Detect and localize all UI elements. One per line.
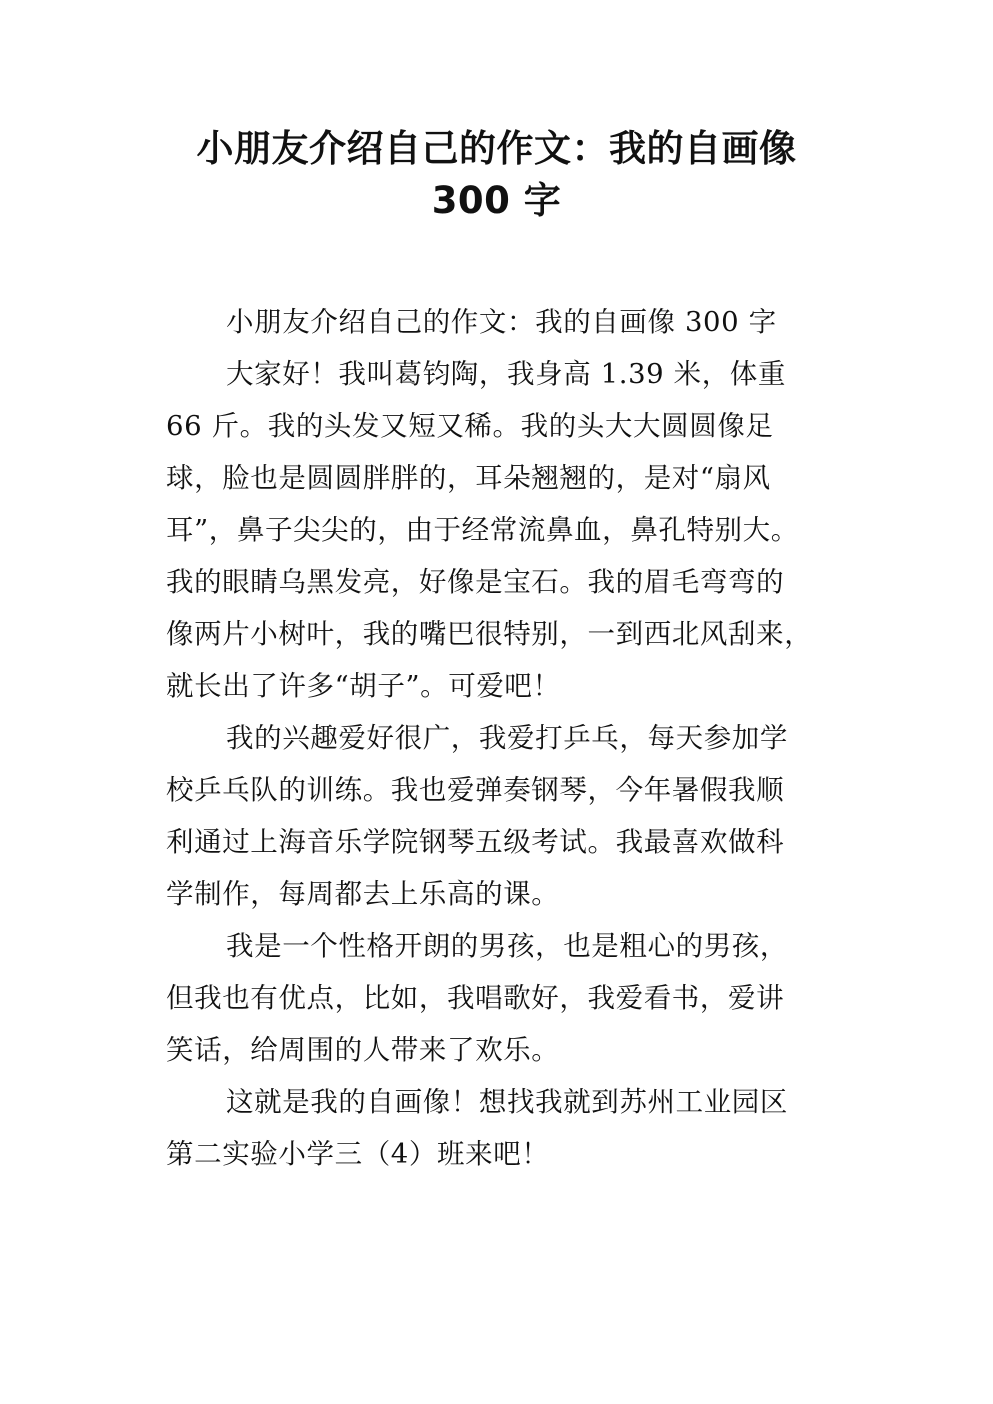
paragraph-line: 就长出了许多“胡子”。可爱吧！ [166,670,561,702]
paragraph-line: 我的眼睛乌黑发亮，好像是宝石。我的眉毛弯弯的 [166,566,785,598]
paragraph-line: 66 斤。我的头发又短又稀。我的头大大圆圆像足 [166,410,774,442]
paragraph-2 [166,348,846,712]
document-title-line-1: 小朋友介绍自己的作文：我的自画像 [196,127,797,170]
paragraph-line: 笑话，给周围的人带来了欢乐。 [166,1034,560,1066]
paragraph-line: 像两片小树叶，我的嘴巴很特别，一到西北风刮来， [166,618,813,650]
paragraph-line: 球，脸也是圆圆胖胖的，耳朵翘翘的，是对“扇风 [166,462,771,494]
paragraph-line: 小朋友介绍自己的作文：我的自画像 300 字 [226,306,777,338]
paragraph-1 [166,296,846,348]
paragraph-4 [166,920,846,1076]
paragraph-line: 大家好！我叫葛钧陶，我身高 1.39 米，体重 [226,358,787,390]
paragraph-line: 但我也有优点，比如，我唱歌好，我爱看书，爱讲 [166,982,785,1014]
paragraph-line: 第二实验小学三（4）班来吧！ [166,1138,550,1170]
document-title-line-2: 300 字 [431,179,562,222]
paragraph-line: 校乒乓队的训练。我也爱弹奏钢琴，今年暑假我顺 [166,774,785,806]
paragraph-line: 我的兴趣爱好很广，我爱打乒乓，每天参加学 [226,722,788,754]
document-body [166,296,846,1180]
paragraph-line: 我是一个性格开朗的男孩，也是粗心的男孩， [226,930,788,962]
paragraph-line: 耳”，鼻子尖尖的，由于经常流鼻血，鼻孔特别大。 [166,514,799,546]
paragraph-line: 利通过上海音乐学院钢琴五级考试。我最喜欢做科 [166,826,785,858]
paragraph-line: 这就是我的自画像！想找我就到苏州工业园区 [226,1086,788,1118]
paragraph-line: 学制作，每周都去上乐高的课。 [166,878,560,910]
paragraph-3 [166,712,846,920]
paragraph-5 [166,1076,846,1180]
